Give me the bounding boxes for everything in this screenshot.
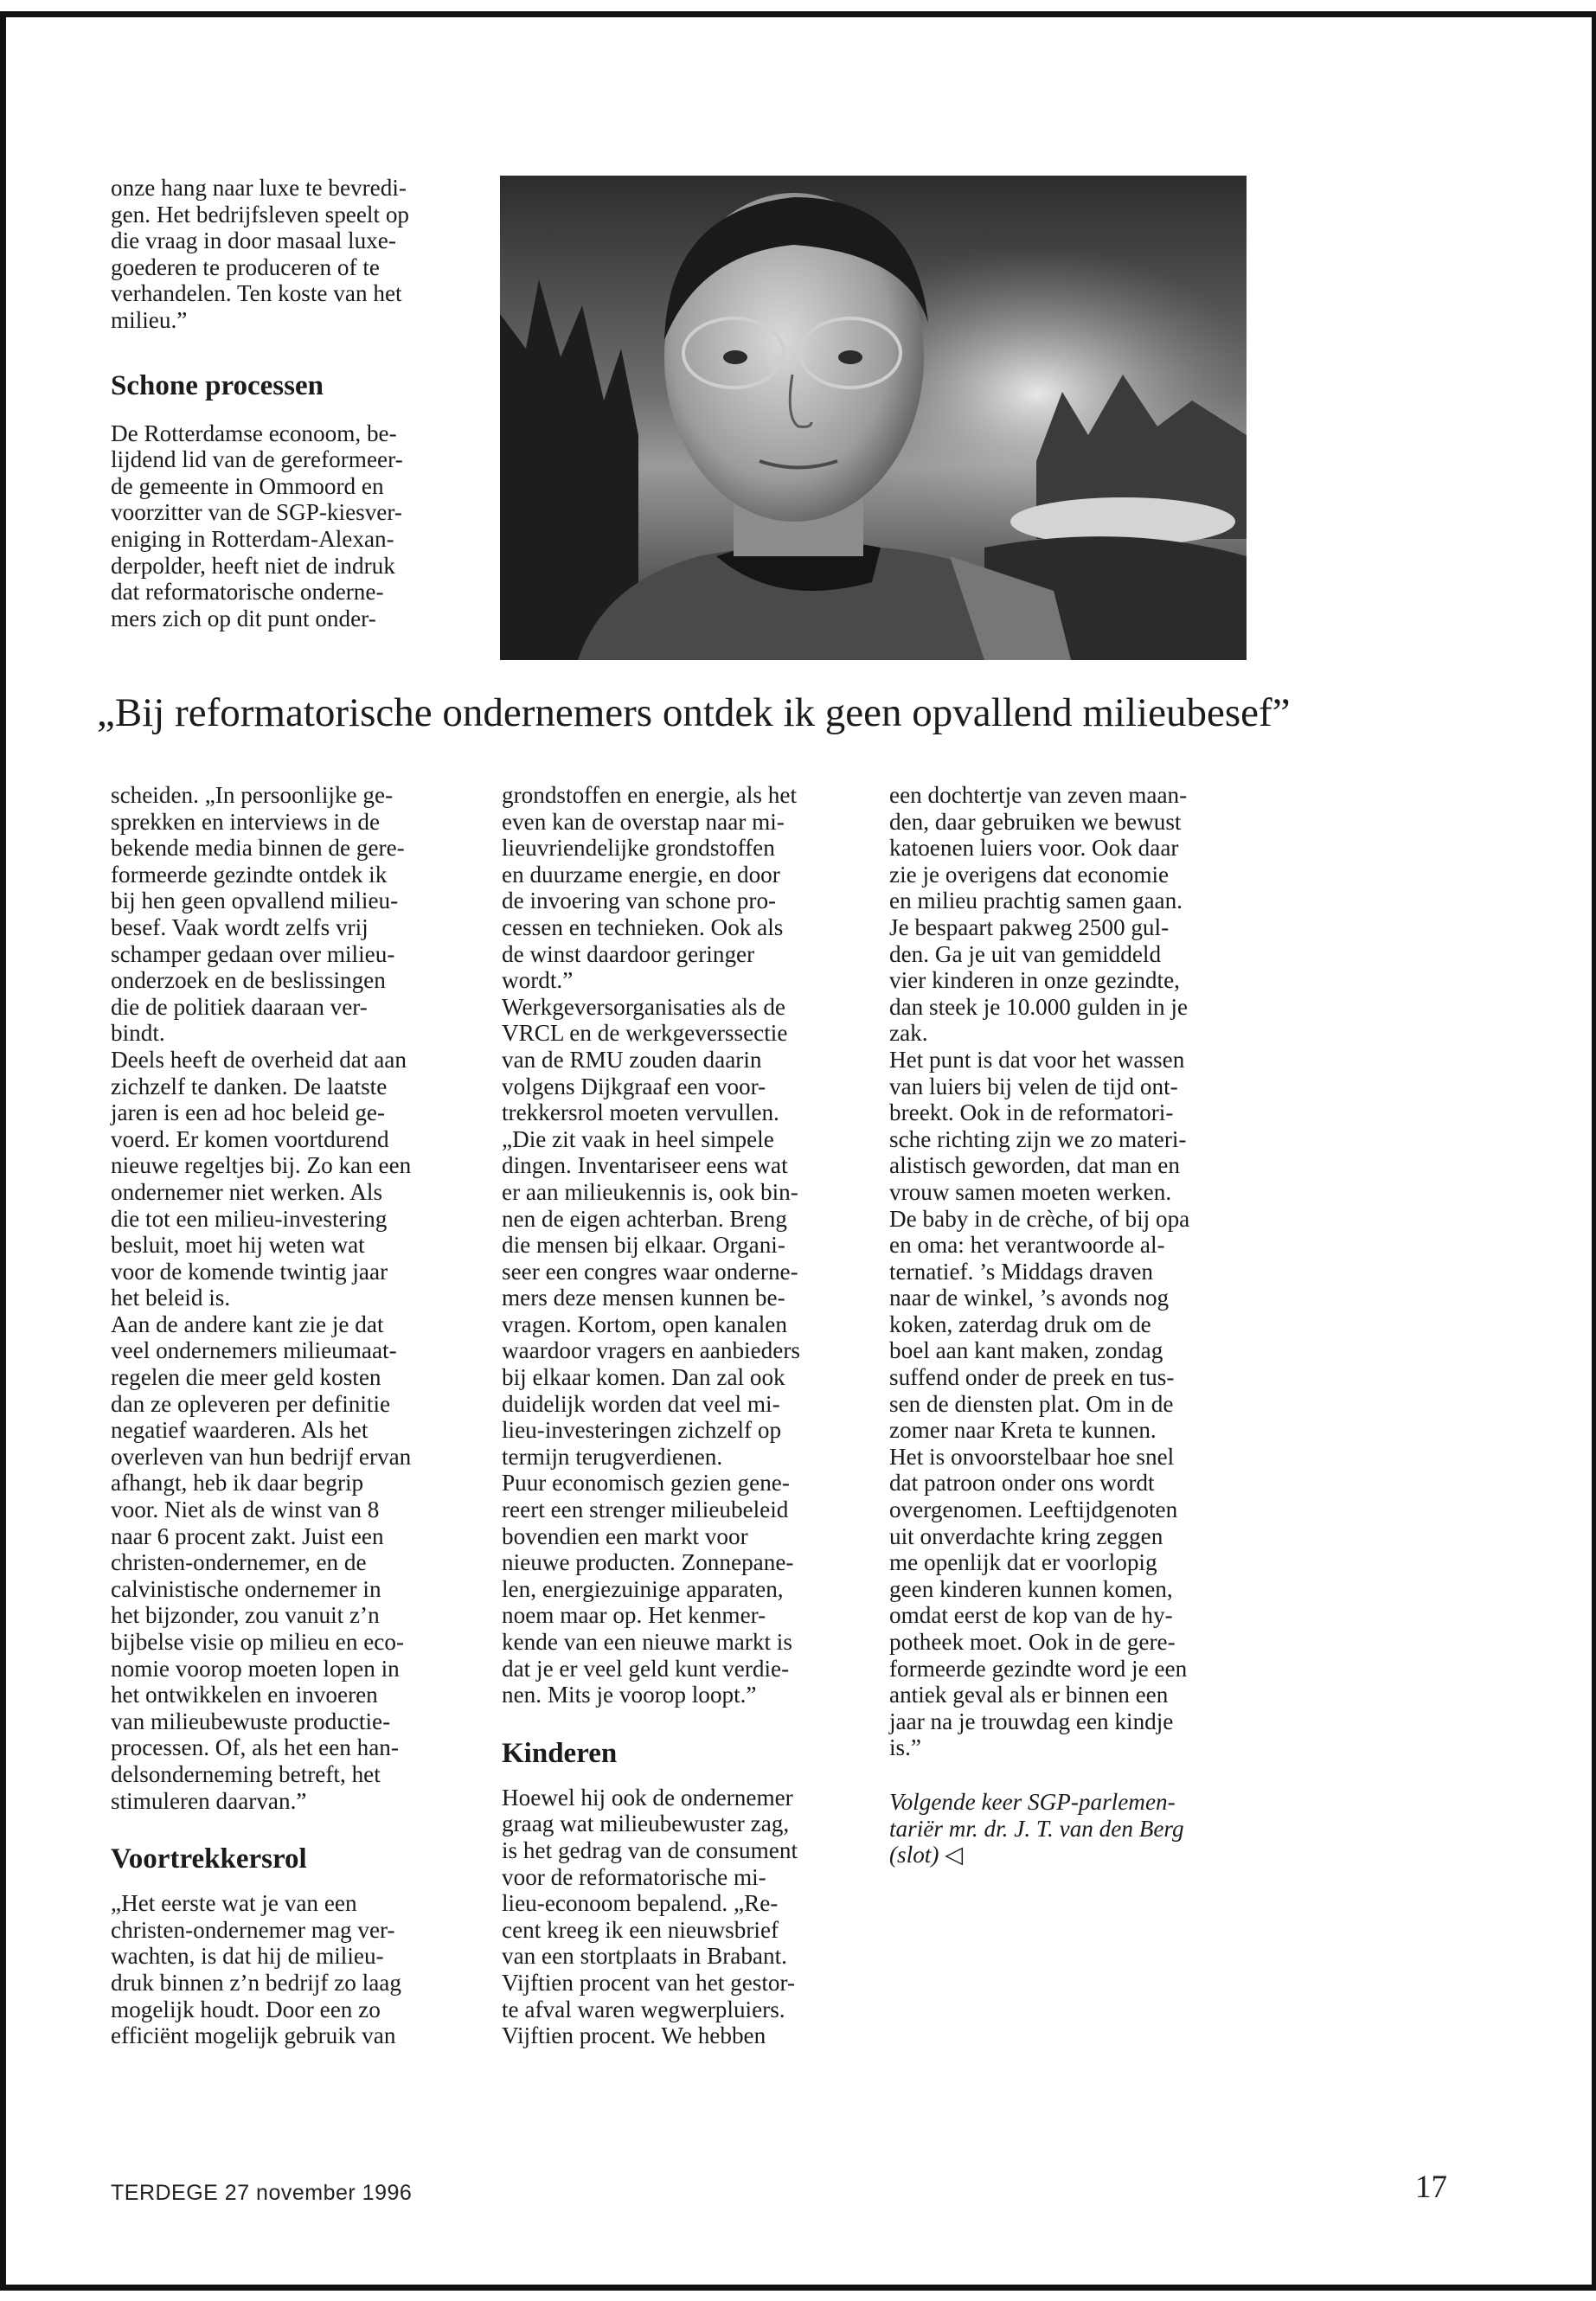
text-line: dan ze opleveren per definitie (111, 1390, 391, 1417)
text-line: dan steek je 10.000 gulden in je (889, 993, 1189, 1020)
next-issue-credit (889, 1789, 1253, 1868)
text-line: mers deze mensen kunnen be- (502, 1285, 785, 1311)
text-line: alistisch geworden, dat man en (889, 1152, 1180, 1179)
column-1 (111, 782, 474, 2049)
text-line: tariër mr. dr. J. T. van den Berg (889, 1815, 1184, 1842)
text-line: naar de winkel, ’s avonds nog (889, 1285, 1170, 1311)
text-line: processen. Of, als het een han- (111, 1734, 399, 1761)
text-line: len, energiezuinige apparaten, (502, 1575, 784, 1602)
text-line: jaar na je trouwdag een kindje (889, 1708, 1174, 1734)
text-line: „Die zit vaak in heel simpele (502, 1125, 774, 1152)
text-line: wordt.” (502, 967, 574, 994)
text-line: milieu.” (111, 306, 188, 333)
text-line: bij hen geen opvallend milieu- (111, 888, 399, 914)
text-line: De Rotterdamse econoom, be- (111, 420, 397, 446)
top-border (0, 11, 1596, 17)
text-line: den, daar gebruiken we bewust (889, 808, 1182, 835)
text-line: Vijftien procent. We hebben (502, 2022, 766, 2049)
text-line: voorzitter van de SGP-kiesver- (111, 499, 402, 526)
footer-publication: TERDEGE 27 november 1996 (111, 2181, 413, 2205)
text-line: „Het eerste wat je van een (111, 1890, 357, 1917)
right-border (1592, 11, 1596, 2291)
section-heading-kinderen: Kinderen (502, 1737, 618, 1769)
text-line: die tot een milieu-investering (111, 1205, 388, 1232)
text-line: vrouw samen moeten werken. (889, 1178, 1172, 1205)
text-line: noem maar op. Het kenmer- (502, 1602, 766, 1629)
text-line: bekende media binnen de gere- (111, 835, 405, 862)
text-line: van de RMU zouden daarin (502, 1046, 762, 1073)
text-line: vragen. Kortom, open kanalen (502, 1311, 787, 1337)
text-line: bijbelse visie op milieu en eco- (111, 1629, 404, 1655)
text-line: omdat eerst de kop van de hy- (889, 1602, 1173, 1629)
text-line: waardoor vragers en aanbieders (502, 1337, 800, 1364)
intro-paragraph-2 (111, 420, 474, 632)
text-line: potheek moet. Ook in de gere- (889, 1629, 1176, 1655)
text-line: de gemeente in Ommoord en (111, 472, 384, 499)
text-line: efficiënt mogelijk gebruik van (111, 2022, 396, 2049)
text-line: en duurzame energie, en door (502, 861, 780, 888)
text-line: besluit, moet hij weten wat (111, 1232, 365, 1259)
text-line: cent kreeg ik een nieuwsbrief (502, 1916, 779, 1943)
text-line: formeerde gezindte word je een (889, 1655, 1188, 1682)
text-line: onze hang naar luxe te bevredi- (111, 175, 407, 201)
text-line: me openlijk dat er voorlopig (889, 1549, 1157, 1576)
text-line: afhangt, heb ik daar begrip (111, 1470, 364, 1497)
text-line: mogelijk houdt. Door een zo (111, 1996, 381, 2022)
intro-paragraph (111, 175, 474, 334)
text-line: duidelijk worden dat veel mi- (502, 1390, 780, 1417)
text-line: veel ondernemers milieumaat- (111, 1337, 397, 1364)
text-line: nomie voorop moeten lopen in (111, 1655, 400, 1682)
text-line: een dochtertje van zeven maan- (889, 782, 1188, 808)
text-line: verhandelen. Ten koste van het (111, 280, 402, 307)
text-line: van een stortplaats in Brabant. (502, 1943, 787, 1970)
text-line: mers zich op dit punt onder- (111, 605, 376, 631)
text-line: sche richting zijn we zo materi- (889, 1125, 1187, 1152)
text-line: termijn terugverdienen. (502, 1443, 723, 1470)
text-line: eniging in Rotterdam-Alexan- (111, 525, 394, 552)
text-line: zomer naar Kreta te kunnen. (889, 1417, 1157, 1444)
text-line: christen-ondernemer, en de (111, 1549, 367, 1576)
text-line: naar 6 procent zakt. Juist een (111, 1522, 384, 1549)
text-line: Volgende keer SGP-parlemen- (889, 1788, 1176, 1815)
text-line: overleven van hun bedrijf ervan (111, 1443, 412, 1470)
text-line: bovendien een markt voor (502, 1522, 748, 1549)
text-line: boel aan kant maken, zondag (889, 1337, 1163, 1364)
text-line: voor de reformatorische mi- (502, 1863, 766, 1890)
text-line: den. Ga je uit van gemiddeld (889, 940, 1162, 967)
text-line: derpolder, heeft niet de indruk (111, 552, 395, 579)
text-line: uit onverdachte kring zeggen (889, 1522, 1163, 1549)
text-line: wachten, is dat hij de milieu- (111, 1943, 384, 1970)
bottom-border (0, 2285, 1596, 2291)
text-line: bij elkaar komen. Dan zal ook (502, 1364, 785, 1391)
text-line: het ontwikkelen en invoeren (111, 1682, 378, 1708)
text-line: Vijftien procent van het gestor- (502, 1969, 796, 1996)
text-line: en oma: het verantwoorde al- (889, 1232, 1165, 1259)
text-line: (slot) ◁ (889, 1842, 964, 1868)
portrait-image (500, 176, 1247, 660)
text-line: stimuleren daarvan.” (111, 1787, 307, 1814)
text-line: dingen. Inventariseer eens wat (502, 1152, 788, 1179)
text-line: geen kinderen kunnen komen, (889, 1575, 1173, 1602)
text-line: onderzoek en de beslissingen (111, 967, 386, 994)
text-line: VRCL en de werkgeverssectie (502, 1020, 788, 1047)
text-line: vier kinderen in onze gezindte, (889, 967, 1180, 994)
text-line: voor. Niet als de winst van 8 (111, 1497, 380, 1523)
text-line: lieu-econoom bepalend. „Re- (502, 1890, 779, 1917)
text-line: grondstoffen en energie, als het (502, 782, 797, 808)
text-line: die vraag in door masaal luxe- (111, 228, 396, 254)
text-line: dat reformatorische onderne- (111, 579, 384, 606)
text-line: calvinistische ondernemer in (111, 1575, 381, 1602)
text-line: zak. (889, 1020, 928, 1047)
left-border (0, 11, 6, 2291)
column-2-paragraph (502, 782, 865, 1708)
text-line: voerd. Er komen voortdurend (111, 1125, 389, 1152)
text-line: van luiers bij velen de tijd ont- (889, 1073, 1178, 1099)
column-2-paragraph-2 (502, 1785, 865, 2049)
text-line: antiek geval als er binnen een (889, 1682, 1169, 1708)
text-line: lijdend lid van de gereformeer- (111, 446, 403, 473)
text-line: is het gedrag van de consument (502, 1836, 798, 1863)
page-number: 17 (1415, 2170, 1447, 2205)
text-line: dat je er veel geld kunt verdie- (502, 1655, 790, 1682)
text-line: sprekken en interviews in de (111, 808, 381, 835)
text-line: regelen die meer geld kosten (111, 1364, 381, 1391)
text-line: te afval waren wegwerpluiers. (502, 1996, 785, 2022)
text-line: Deels heeft de overheid dat aan (111, 1046, 407, 1073)
text-line: jaren is een ad hoc beleid ge- (111, 1099, 386, 1126)
text-line: cessen en technieken. Ook als (502, 913, 784, 940)
text-line: Puur economisch gezien gene- (502, 1470, 790, 1497)
text-line: bindt. (111, 1020, 165, 1047)
text-line: trekkersrol moeten vervullen. (502, 1099, 779, 1126)
text-line: de winst daardoor geringer (502, 940, 755, 967)
text-line: negatief waarderen. Als het (111, 1417, 369, 1444)
text-line: suffend onder de preek en tus- (889, 1364, 1175, 1391)
text-line: van milieubewuste productie- (111, 1708, 391, 1734)
section-heading-schone-processen: Schone processen (111, 369, 324, 401)
text-line: zichzelf te danken. De laatste (111, 1073, 388, 1099)
text-line: reert een strenger milieubeleid (502, 1497, 789, 1523)
text-line: ondernemer niet werken. Als (111, 1178, 383, 1205)
text-line: nen. Mits je voorop loopt.” (502, 1682, 757, 1708)
text-line: Aan de andere kant zie je dat (111, 1311, 384, 1337)
text-line: ternatief. ’s Middags draven (889, 1258, 1154, 1285)
text-line: die mensen bij elkaar. Organi- (502, 1232, 785, 1259)
text-line: nen de eigen achterban. Breng (502, 1205, 787, 1232)
text-line: formeerde gezindte ontdek ik (111, 861, 388, 888)
text-line: dat patroon onder ons wordt (889, 1470, 1155, 1497)
text-line: het beleid is. (111, 1285, 231, 1311)
text-line: even kan de overstap naar mi- (502, 808, 785, 835)
text-line: delsonderneming betreft, het (111, 1760, 381, 1787)
text-line: Het punt is dat voor het wassen (889, 1046, 1185, 1073)
text-line: graag wat milieubewuster zag, (502, 1811, 790, 1837)
text-line: De baby in de crèche, of bij opa (889, 1205, 1190, 1232)
section-heading-voortrekkersrol: Voortrekkersrol (111, 1843, 307, 1875)
text-line: lieu-investeringen zichzelf op (502, 1417, 782, 1444)
text-line: de invoering van schone pro- (502, 888, 777, 914)
text-line: goederen te produceren of te (111, 253, 380, 280)
text-line: lieuvriendelijke grondstoffen (502, 835, 775, 862)
text-line: overgenomen. Leeftijdgenoten (889, 1497, 1178, 1523)
text-line: seer een congres waar onderne- (502, 1258, 798, 1285)
text-line: en milieu prachtig samen gaan. (889, 888, 1183, 914)
column-1-paragraph-2 (111, 1890, 474, 2049)
text-line: kende van een nieuwe markt is (502, 1629, 792, 1655)
text-line: koken, zaterdag druk om de (889, 1311, 1151, 1337)
portrait-photo (500, 176, 1247, 660)
column-3 (889, 782, 1253, 1868)
text-line: nieuwe regeltjes bij. Zo kan een (111, 1152, 412, 1179)
intro-column (111, 175, 474, 631)
text-line: volgens Dijkgraaf een voor- (502, 1073, 766, 1099)
text-line: scheiden. „In persoonlijke ge- (111, 782, 394, 808)
text-line: nieuwe producten. Zonnepane- (502, 1549, 794, 1576)
text-line: breekt. Ook in de reformatori- (889, 1099, 1174, 1126)
text-line: is.” (889, 1734, 921, 1761)
column-3-paragraph (889, 782, 1253, 1761)
text-line: christen-ondernemer mag ver- (111, 1916, 395, 1943)
text-line: het bijzonder, zou vanuit z’n (111, 1602, 380, 1629)
text-line: Werkgeversorganisaties als de (502, 993, 785, 1020)
text-line: druk binnen z’n bedrijf zo laag (111, 1969, 401, 1996)
text-line: Hoewel hij ook de ondernemer (502, 1784, 793, 1811)
pull-quote: „Bij reformatorische ondernemers ontdek ik geen opvallend milieubesef” (97, 690, 1291, 735)
text-line: gen. Het bedrijfsleven speelt op (111, 201, 410, 228)
text-line: sen de diensten plat. Om in de (889, 1390, 1174, 1417)
text-line: schamper gedaan over milieu- (111, 940, 395, 967)
text-line: besef. Vaak wordt zelfs vrij (111, 913, 369, 940)
text-line: er aan milieukennis is, ook bin- (502, 1178, 798, 1205)
column-1-paragraph (111, 782, 474, 1814)
text-line: Je bespaart pakweg 2500 gul- (889, 913, 1170, 940)
text-line: katoenen luiers voor. Ook daar (889, 835, 1179, 862)
text-line: voor de komende twintig jaar (111, 1258, 388, 1285)
text-line: Het is onvoorstelbaar hoe snel (889, 1443, 1175, 1470)
text-line: zie je overigens dat economie (889, 861, 1170, 888)
column-2 (502, 782, 865, 2049)
text-line: die de politiek daaraan ver- (111, 993, 368, 1020)
